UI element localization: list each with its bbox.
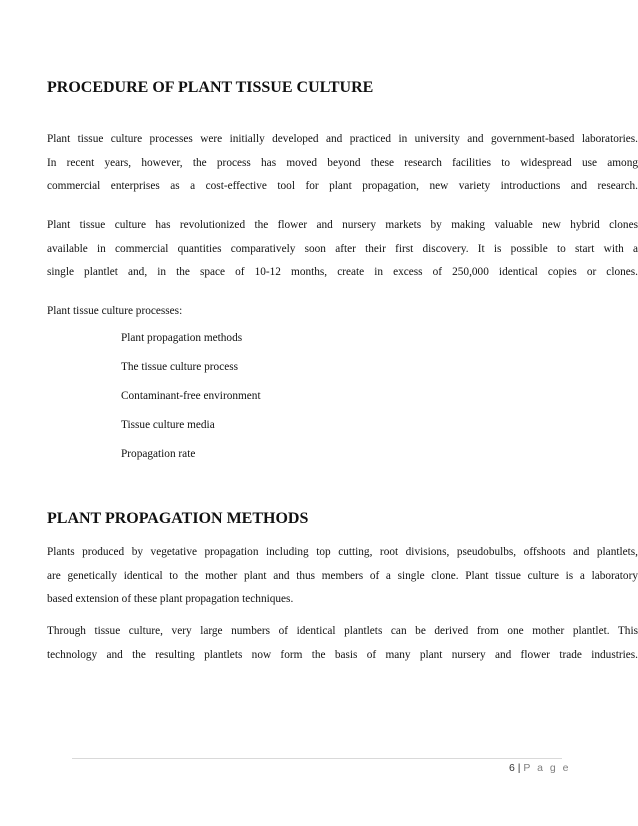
text-line: based extension of these plant propagation techniques. <box>47 593 294 605</box>
paragraph-intro <box>47 128 638 199</box>
text-line: In recent years, however, the process has moved beyond these research facilities to widespread use among <box>47 156 638 169</box>
section-heading-propagation: PLANT PROPAGATION METHODS <box>47 510 309 527</box>
text-line: Plant tissue culture processes were initially developed and practiced in university and government-based laboratories. <box>47 133 638 145</box>
text-line: commercial enterprises as a cost-effective tool for plant propagation, new variety introductions and research. <box>47 180 638 192</box>
text-line: technology and the resulting plantlets now form the basis of many plant nursery and flower trade industries. <box>47 648 638 661</box>
paragraph-vegetative <box>47 541 638 612</box>
text-line: Plant tissue culture processes: <box>47 305 183 317</box>
list-intro <box>47 300 638 324</box>
paragraph-through-tissue <box>47 620 638 667</box>
text-line: Plant tissue culture has revolutionized the flower and nursery markets by making valuable new hybrid clones <box>47 219 638 231</box>
list-item: Contaminant-free environment <box>121 390 261 402</box>
list-item: Tissue culture media <box>121 419 215 431</box>
text-line: available in commercial quantities comparatively soon after their first discovery. It is possible to start with a <box>47 242 638 255</box>
text-line: are genetically identical to the mother plant and thus members of a single clone. Plant tissue culture is a laboratory <box>47 569 638 582</box>
list-item: Plant propagation methods <box>121 332 243 344</box>
section-heading-procedure: PROCEDURE OF PLANT TISSUE CULTURE <box>47 79 374 96</box>
text-line: single plantlet and, in the space of 10-12 months, create in excess of 250,000 identical copies or clones. <box>47 266 638 278</box>
list-item: Propagation rate <box>121 448 196 460</box>
page-footer <box>509 762 571 774</box>
page-label: P a g e <box>523 762 571 774</box>
process-list <box>121 328 261 473</box>
text-line: Plants produced by vegetative propagation including top cutting, root divisions, pseudobulbs, offshoots and plantlets, <box>47 546 638 558</box>
list-item: The tissue culture process <box>121 361 239 373</box>
footer-separator: | <box>517 762 521 774</box>
footer-divider <box>72 758 562 759</box>
paragraph-revolution <box>47 214 638 285</box>
text-line: Through tissue culture, very large numbers of identical plantlets can be derived from one mother plantlet. This <box>47 625 638 637</box>
page-number: 6 <box>509 762 515 774</box>
